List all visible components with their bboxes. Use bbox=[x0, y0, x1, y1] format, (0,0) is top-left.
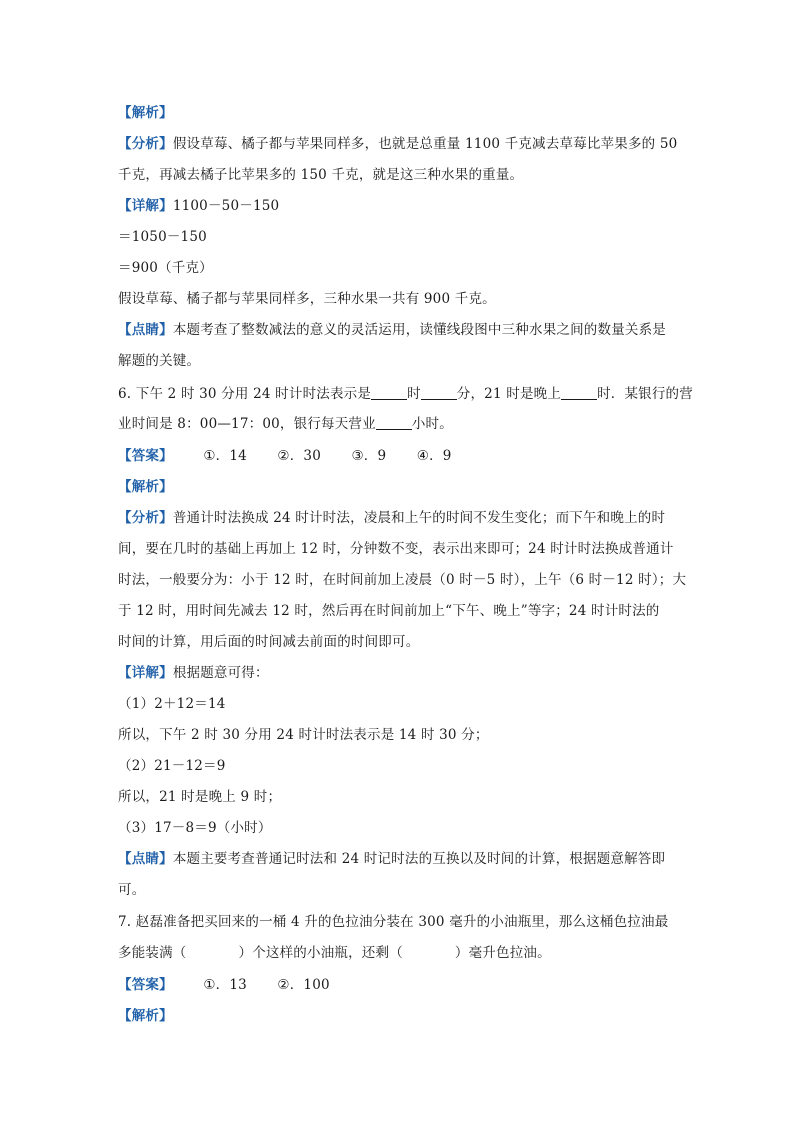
calc-step: 1100－50－150 bbox=[172, 198, 280, 214]
fenxi-line bbox=[118, 165, 678, 185]
fenxi-line bbox=[118, 508, 678, 528]
question-text: 小时。 bbox=[411, 416, 453, 432]
question-text: 分，21 时是晚上 bbox=[456, 386, 562, 402]
answer-item: ④．9 bbox=[416, 448, 452, 464]
fenxi-text: 时法，一般要分为：小于 12 时，在时间前加上凌晨（0 时－5 时），上午（6 时－12 时）；大 bbox=[118, 572, 687, 588]
fenxi-text: 千克，再减去橘子比苹果多的 150 千克，就是这三种水果的重量。 bbox=[118, 167, 524, 183]
fenxi-text: 时间的计算，用后面的时间减去前面的时间即可。 bbox=[118, 634, 420, 650]
xiangjie-tag: 【详解】 bbox=[118, 198, 173, 214]
fenxi-text: 假设草莓、橘子都与苹果同样多，也就是总重量 1100 千克减去草莓比苹果多的 50 bbox=[172, 136, 678, 152]
question-text: ）个这样的小油瓶，还剩（ bbox=[238, 945, 403, 961]
calc-step: （3）17－8＝9（小时） bbox=[118, 820, 272, 836]
dianjing-line bbox=[118, 849, 678, 869]
analysis-header bbox=[118, 1006, 678, 1026]
fenxi-tag: 【分析】 bbox=[118, 136, 173, 152]
question-text: 业时间是 8：00—17：00，银行每天营业 bbox=[118, 416, 376, 432]
dianjing-tag: 【点睛】 bbox=[118, 851, 173, 867]
fenxi-text: 普通计时法换成 24 时计时法，凌晨和上午的时间不发生变化；而下午和晚上的时 bbox=[172, 510, 666, 526]
xiangjie-tag: 【详解】 bbox=[118, 665, 173, 681]
dianjing-text: 本题考查了整数减法的意义的灵活运用，读懂线段图中三种水果之间的数量关系是 bbox=[172, 322, 667, 338]
question-text: 时 bbox=[407, 386, 421, 402]
conclusion: 假设草莓、橘子都与苹果同样多，三种水果一共有 900 千克。 bbox=[118, 291, 496, 307]
answer-tag: 【答案】 bbox=[118, 448, 173, 464]
question-text: 多能装满（ bbox=[118, 945, 187, 961]
answer-blank bbox=[561, 385, 597, 400]
dianjing-text: 可。 bbox=[118, 882, 146, 898]
question-text: 时．某银行的营 bbox=[597, 386, 693, 402]
analysis-header bbox=[118, 103, 678, 123]
dianjing-text: 本题主要考查普通记时法和 24 时记时法的互换以及时间的计算，根据题意解答即 bbox=[172, 851, 666, 867]
answer-tag: 【答案】 bbox=[118, 977, 173, 993]
calc-step: ＝1050－150 bbox=[118, 229, 207, 245]
question-7-line: 7. 赵磊准备把买回来的一桶 4 升的色拉油分装在 300 毫升的小油瓶里，那么这桶色拉油最 bbox=[118, 914, 669, 930]
dianjing-text: 解题的关键。 bbox=[118, 353, 201, 369]
answer-line bbox=[118, 446, 678, 466]
answer-blank bbox=[376, 415, 412, 430]
question-6-line bbox=[118, 414, 678, 434]
xiangjie-text: 根据题意可得： bbox=[172, 665, 269, 681]
calc-step: （2）21－12＝9 bbox=[118, 758, 226, 774]
calc-step: （1）2＋12＝14 bbox=[118, 696, 226, 712]
answer-item: ②．100 bbox=[277, 977, 330, 993]
fenxi-text: 间，要在几时的基础上再加上 12 时，分钟数不变，表示出来即可；24 时计时法换成普通计 bbox=[118, 541, 674, 557]
dianjing-line bbox=[118, 320, 678, 340]
xiangjie-line bbox=[118, 663, 678, 683]
fenxi-line bbox=[118, 134, 678, 154]
question-7-line bbox=[118, 943, 678, 963]
answer-blank bbox=[421, 385, 457, 400]
question-text: ）毫升色拉油。 bbox=[454, 945, 551, 961]
question-6-line bbox=[118, 384, 693, 404]
answer-item: ③．9 bbox=[351, 448, 387, 464]
dianjing-tag: 【点睛】 bbox=[118, 322, 173, 338]
answer-item: ①．13 bbox=[203, 977, 247, 993]
xiangjie-line bbox=[118, 196, 678, 216]
answer-item: ①．14 bbox=[203, 448, 247, 464]
fenxi-text: 于 12 时，用时间先减去 12 时，然后再在时间前加上“下午、晚上”等字；24 时计时法的 bbox=[118, 603, 660, 619]
answer-line bbox=[118, 975, 678, 995]
analysis-tag: 【解析】 bbox=[118, 105, 173, 121]
analysis-tag: 【解析】 bbox=[118, 1008, 173, 1024]
calc-step: ＝900（千克） bbox=[118, 260, 213, 276]
step-note: 所以，21 时是晚上 9 时； bbox=[118, 789, 282, 805]
fenxi-tag: 【分析】 bbox=[118, 510, 173, 526]
question-text: 6. 下午 2 时 30 分用 24 时计时法表示是 bbox=[118, 386, 372, 402]
answer-item: ②．30 bbox=[277, 448, 321, 464]
analysis-tag: 【解析】 bbox=[118, 479, 173, 495]
analysis-header bbox=[118, 477, 678, 497]
step-note: 所以，下午 2 时 30 分用 24 时计时法表示是 14 时 30 分； bbox=[118, 727, 489, 743]
answer-blank bbox=[371, 385, 407, 400]
